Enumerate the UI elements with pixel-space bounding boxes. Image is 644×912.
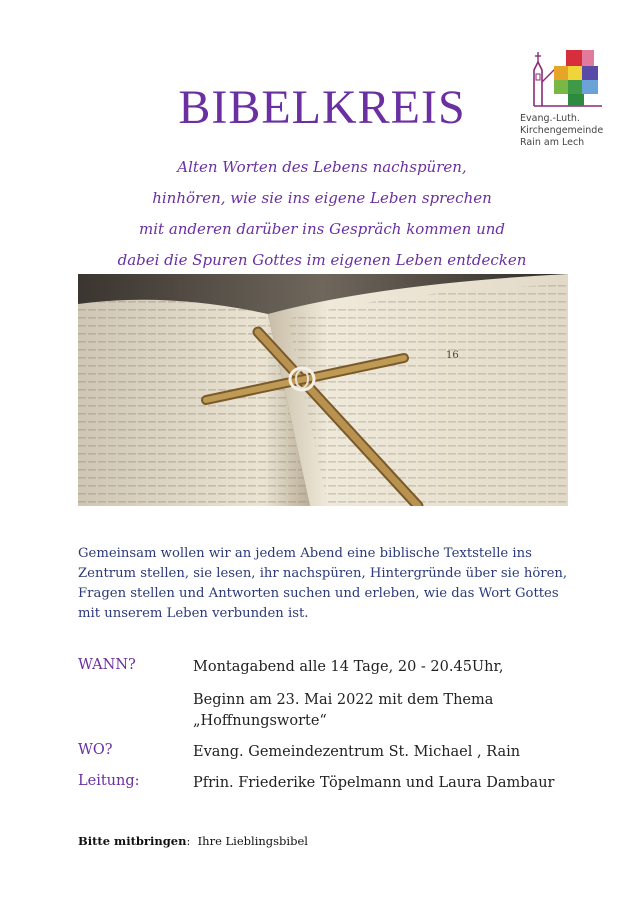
- subtitle-line: hinhören, wie sie ins eigene Leben sprechen: [152, 189, 492, 207]
- bible-cross-photo: [78, 274, 568, 506]
- bring-note: Bitte mitbringen: Ihre Lieblingsbibel: [78, 834, 308, 848]
- lead-label: Leitung:: [78, 773, 140, 789]
- logo-line: Kirchengemeinde: [520, 125, 604, 136]
- theme: „Hoffnungsworte“: [193, 713, 327, 729]
- when-label: WANN?: [78, 657, 136, 673]
- intro-paragraph: Gemeinsam wollen wir an jedem Abend eine biblische Textstelle ins Zentrum stellen, sie lesen, ihr nachspüren, Hintergründe über sie hören, Fragen stellen und Antworten suchen und erleben, wie das Wort Gottes mit unserem Leben verbunden ist.: [78, 546, 568, 621]
- subtitle: [0, 152, 644, 276]
- where-value: Evang. Gemeindezentrum St. Michael , Rain: [193, 744, 521, 760]
- event-details: [78, 657, 598, 804]
- page-number: 16: [446, 350, 459, 361]
- subtitle-line: Alten Worten des Lebens nachspüren,: [177, 158, 467, 176]
- logo-line: Rain am Lech: [520, 137, 585, 148]
- lead-value: Pfrin. Friederike Töpelmann und Laura Dambaur: [193, 775, 555, 791]
- subtitle-line: dabei die Spuren Gottes im eigenen Leben entdecken: [117, 251, 527, 269]
- subtitle-line: mit anderen darüber ins Gespräch kommen und: [139, 220, 505, 238]
- bring-label: Bitte mitbringen: [78, 834, 187, 848]
- where-label: WO?: [78, 742, 113, 758]
- when-value: Montagabend alle 14 Tage, 20 - 20.45Uhr,: [193, 659, 504, 675]
- page-title: BIBELKREIS: [178, 81, 466, 134]
- start-date: Beginn am 23. Mai 2022 mit dem Thema: [193, 692, 494, 708]
- bring-value: Ihre Lieblingsbibel: [197, 834, 308, 848]
- logo-line: Evang.-Luth.: [520, 113, 580, 124]
- church-logo-icon: [518, 48, 618, 110]
